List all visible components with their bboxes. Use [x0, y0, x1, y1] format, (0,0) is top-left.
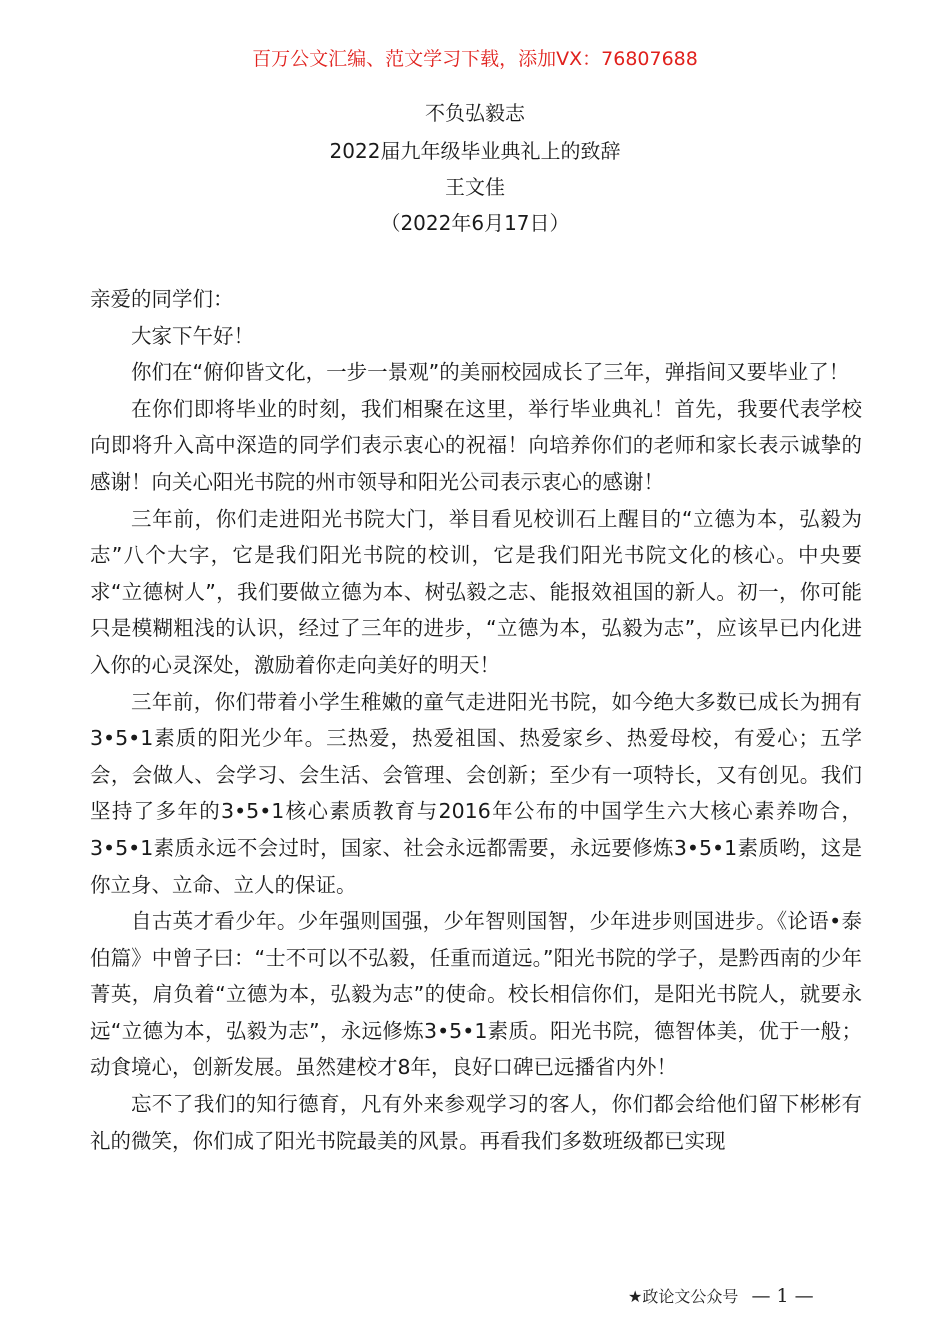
paragraph-greeting: 大家下午好！ — [131, 323, 254, 348]
download-banner: 百万公文汇编、范文学习下载，添加VX：76807688 — [252, 48, 698, 70]
author-name: 王文佳 — [445, 175, 505, 199]
paragraph-school-motto: 三年前，你们走进阳光书院大门，举目看见校训石上醒目的“立德为本，弘毅为志”八个大字，它是我们阳光书院的校训，它是我们阳光书院文化的核心。中央要求“立德树人”，我们要做立德为本、树弘毅之志、能报效祖国的新人。初一，你可能只是模糊粗浅的认识，经过了三年的进步，“立德为本，弘毅为志”，应该早已内化进入你的心灵深处，激励着你走向美好的明天！ — [90, 506, 862, 677]
page-number: — 1 — — [751, 1285, 814, 1307]
paragraph-graduation: 你们在“俯仰皆文化，一步一景观”的美丽校园成长了三年，弹指间又要毕业了！ — [131, 360, 850, 385]
page-footer — [628, 1282, 814, 1311]
paragraph-core-qualities: 三年前，你们带着小学生稚嫩的童气走进阳光书院，如今绝大多数已成长为拥有3•5•1素质的阳光少年。三热爱，热爱祖国、热爱家乡、热爱母校，有爱心；五学会，会做人、会学习、会生活、会管理、会创新；至少有一项特长，又有创见。我们坚持了多年的3•5•1核心素质教育与2016年公布的中国学生六大核心素养吻合，3•5•1素质永远不会过时，国家、社会永远都需要，永远要修炼3•5•1素质哟，这是你立身、立命、立人的保证。 — [90, 689, 862, 897]
salutation: 亲爱的同学们： — [90, 287, 234, 311]
paragraph-youth: 自古英才看少年。少年强则国强，少年智则国智，少年进步则国进步。《论语•泰伯篇》中曾子曰：“士不可以不弘毅，任重而道远。”阳光书院的学子，是黔西南的少年菁英，肩负着“立德为本，弘毅为志”的使命。校长相信你们，是阳光书院人，就要永远“立德为本，弘毅为志”，永远修炼3•5•1素质。阳光书院，德智体美，优于一般；动食境心，创新发展。虽然建校才8年，良好口碑已远播省内外！ — [90, 909, 862, 1080]
page-subtitle: 2022届九年级毕业典礼上的致辞 — [329, 139, 621, 163]
footer-source: ★政论文公众号 — [628, 1287, 739, 1306]
paragraph-thanks: 在你们即将毕业的时刻，我们相聚在这里，举行毕业典礼！首先，我要代表学校向即将升入高中深造的同学们表示衷心的祝福！向培养你们的老师和家长表示诚挚的感谢！向关心阳光书院的州市领导和阳光公司表示衷心的感谢！ — [90, 396, 862, 494]
document-body — [90, 281, 862, 1159]
paragraph-moral-education: 忘不了我们的知行德育，凡有外来参观学习的客人，你们都会给他们留下彬彬有礼的微笑，你们成了阳光书院最美的风景。再看我们多数班级都已实现 — [90, 1092, 862, 1153]
page-title: 不负弘毅志 — [425, 101, 525, 125]
speech-date: （2022年6月17日） — [380, 211, 570, 235]
